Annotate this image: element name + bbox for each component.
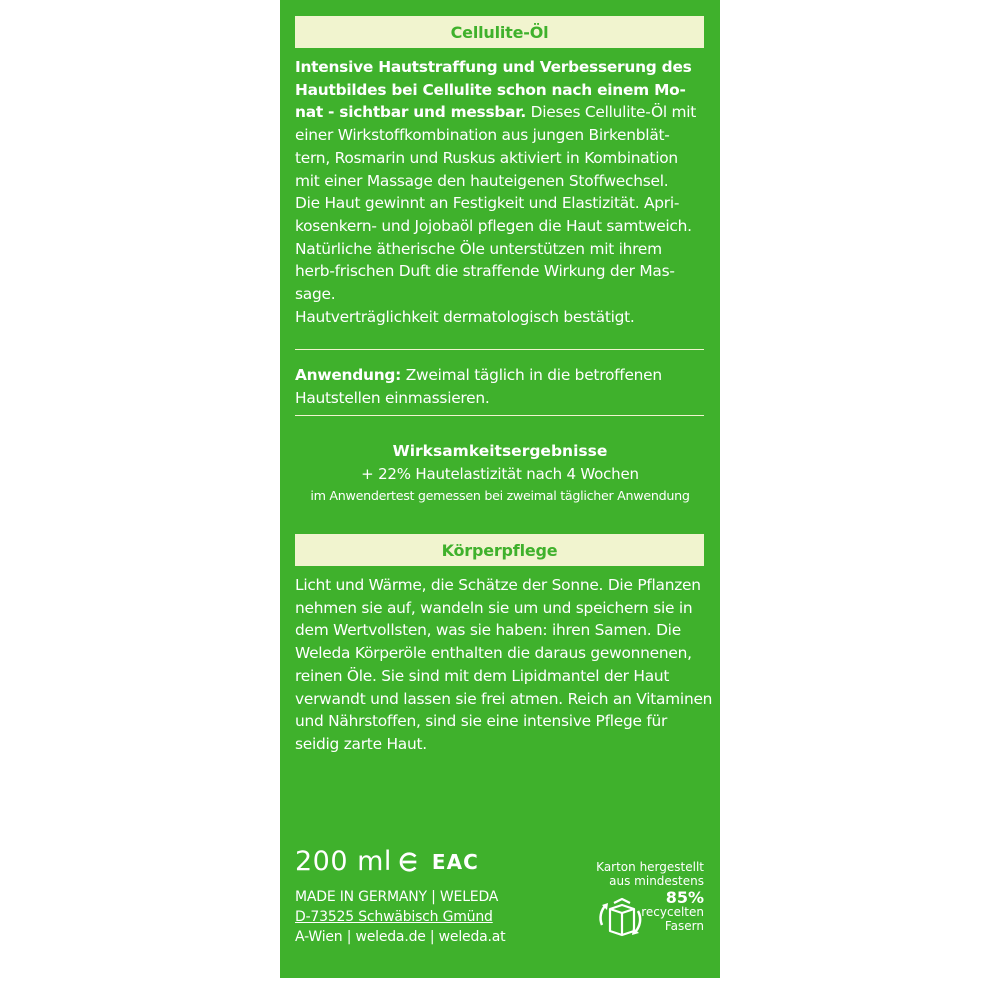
text-line: Natürliche ätherische Öle unterstützen mit ihrem [295, 239, 662, 258]
section-header-koerperpflege [295, 534, 704, 566]
section-header-cellulite [295, 16, 704, 48]
eac-mark: EAC [431, 849, 479, 874]
usage-text: Anwendung: Zweimal täglich in die betroffenen Hautstellen einmassieren. [295, 366, 662, 407]
recycle-percentage: 85% recycelten Fasern [641, 888, 704, 933]
text-line: sage. [295, 285, 336, 304]
text-line: Intensive Hautstraffung und Verbesserung des [295, 58, 692, 76]
text-line: herb-frischen Duft die straffende Wirkung der Mas- [295, 262, 675, 281]
text-line: tern, Rosmarin und Ruskus aktiviert in Kombination [295, 148, 678, 167]
estimated-sign-icon [398, 851, 420, 873]
usage-label: Anwendung: [295, 366, 402, 384]
text-line: Die Haut gewinnt an Festigkeit und Elastizität. Apri- [295, 194, 680, 213]
divider [295, 415, 704, 416]
care-text: Licht und Wärme, die Schätze der Sonne. Die Pflanzen nehmen sie auf, wandeln sie um und speichern sie in dem Wertvollsten, was sie haben: ihren Samen. Die Weleda Körperöle enthalten die daraus gewonnenen, reinen Öle. Sie sind mit dem Lipidmantel der Haut verwandt und lassen sie frei atmen. Reich an Vitaminen und Nährstoffen, sind sie eine intensive Pflege für seidig zarte Haut. [295, 576, 713, 753]
divider [295, 349, 704, 350]
description-text [295, 56, 707, 328]
results-title: Wirksamkeitsergebnisse [392, 442, 608, 460]
volume-row [295, 846, 479, 877]
manufacturer-info: MADE IN GERMANY | WELEDA D-73525 Schwäbisch Gmünd A-Wien | weleda.de | weleda.at [295, 889, 506, 945]
section-title: Körperpflege [441, 540, 558, 560]
results-line: + 22% Hautelastizität nach 4 Wochen [361, 465, 639, 483]
volume-label: 200 ml [295, 846, 392, 877]
text-line: Hautbildes bei Cellulite schon nach einem Mo- [295, 80, 686, 99]
text-line: mit einer Massage den hauteigenen Stoffwechsel. [295, 171, 669, 190]
text-line: kosenkern- und Jojobaöl pflegen die Haut samtweich. [295, 216, 692, 235]
text-line: nat - sichtbar und messbar. Dieses Cellulite-Öl mit [295, 103, 697, 122]
text-line: einer Wirkstoffkombination aus jungen Birkenblät- [295, 126, 670, 145]
section-title: Cellulite-Öl [450, 22, 549, 42]
results-note: im Anwendertest gemessen bei zweimal täglicher Anwendung [310, 488, 690, 503]
text-line: Hautverträglichkeit dermatologisch bestätigt. [295, 307, 635, 326]
recycle-box-icon [592, 891, 646, 943]
recycle-info: Karton hergestellt aus mindestens [596, 860, 704, 888]
